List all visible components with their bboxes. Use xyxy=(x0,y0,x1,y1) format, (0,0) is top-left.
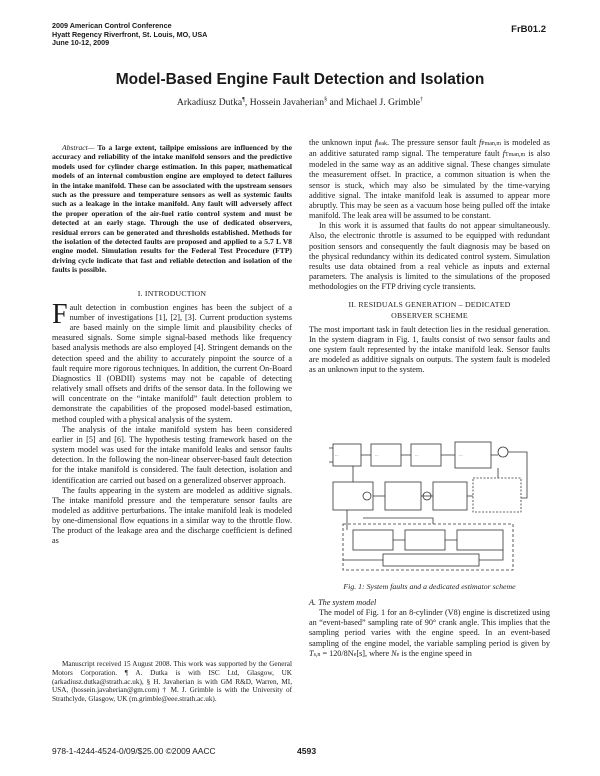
right-paragraph-3: The most important task in fault detection lies in the residual generation. In the system diagram in Fig. 1, faults consist of two sensor faults and one system fault represented by the intake manifold leak. Sensor faults are modeled as additive signals on outputs. The system fault is modeled as an unknown input to the system. xyxy=(309,324,550,375)
conference-venue: Hyatt Regency Riverfront, St. Louis, MO, USA xyxy=(52,29,208,39)
symbol-f: f xyxy=(478,138,482,147)
symbol-subscript: leak xyxy=(377,141,388,147)
author-2-mark: § xyxy=(324,97,328,103)
symbol-f: f xyxy=(374,138,378,147)
right-paragraph-2: In this work it is assumed that faults do not appear simultaneously. Also, the electronic throttle is assumed to be equipped with redundant position sensors and consequently the fault diagnosis may be based on the physical redundancy within its dedicated control system. Simulation results use data obtained from a real vehicle as inputs and external parameters. The analysis is limited to the simulations of the proposed methodologies on the FTP driving cycle transients. xyxy=(309,221,550,292)
symbol-f: f xyxy=(502,149,505,159)
author-line xyxy=(0,97,600,108)
diagram-block xyxy=(385,482,421,510)
estimator-region xyxy=(343,524,513,570)
diagram-label: ... xyxy=(415,452,419,457)
right-paragraph-1 xyxy=(309,138,550,221)
diagram-block xyxy=(383,554,479,566)
subsection-heading-system-model: A. The system model xyxy=(309,598,377,607)
intro-paragraph-2: The analysis of the intake manifold system has been considered earlier in [5] and [6]. The hypothesis testing framework based on the system model was used for the intake manifold leaks and sensor faults detection. In the following the non-linear observer-based fault detection for the intake manifold is considered. The fault detection, isolation and identification are carried out based on a generalized observer approach. xyxy=(52,424,292,485)
footnote-text: Manuscript received 15 August 2008. This work was supported by the General Motors Corporation. ¶ A. Dutka is with ISC Ltd, Glasgow, UK (arkadiusz.dutka@strath.ac.uk), § H. Javaherian is with GM R&D, Warren, MI, USA, (hossein.javaherian@gm.com) † M. J. Grimble is with the University of Strathclyde, Glasgow, UK (m.grimble@eee.strath.ac.uk). xyxy=(52,660,292,704)
intro-paragraph-3: The faults appearing in the system are modeled as additive signals. The intake manifold pressure and the temperature sensor faults are modeled as additive perturbations. The intake manifold leak is modeled by one-dimensional flow equations in a similar way to the throttle flow. The product of the leakage area and the discharge coefficient is defined as xyxy=(52,485,292,546)
right-column xyxy=(309,138,550,375)
abstract-text: To a large extent, tailpipe emissions are influenced by the accuracy and reliability of the intake manifold sensors and the predictive models used for cylinder charge estimation. In this paper, mathematical models of an internal combustion engine are employed to detect failures in the intake manifold. These can be associated with the upstream sensors such as the pressure and temperature sensors as well as systemic faults such as a leakage in the intake manifold. Any fault will adversely affect the proper operation of the air-fuel ratio control system and must be detected at an early stage. Through the use of dedicated observers, residual errors can be generated and thresholds established. Methods for the isolation of the detected faults are proposed and applied to a 5.7 L V8 engine model. Simulation results for the Federal Test Procedure (FTP) driving cycle indicate that fast and reliable detection and isolation of the faults is possible. xyxy=(52,143,292,275)
text-run: is also modeled in the same way as an additive signal. These changes simulate the measurement offset. In practice, a common situation is when the sensor is stuck, which may also be simulated by the time-varying additive signal. The intake manifold leak is assumed to appear more abruptly. This may be seen as a vacuum hose being pulled off the intake manifold. The leak area will be assumed to be constant. xyxy=(309,149,550,221)
author-3: Michael J. Grimble xyxy=(345,97,421,109)
paper-code: FrB01.2 xyxy=(511,24,546,35)
abstract-label: Abstract— xyxy=(62,143,95,152)
diagram-block xyxy=(433,482,467,510)
page-number: 4593 xyxy=(297,746,317,756)
diagram-block xyxy=(353,530,393,550)
symbol-subscript: e xyxy=(396,651,400,658)
conference-header xyxy=(52,22,207,48)
text-run: the unknown input xyxy=(309,138,375,147)
drop-cap: F xyxy=(52,298,68,330)
symbol-subscript: Tman,m xyxy=(504,152,526,159)
symbol-subscript: s,n xyxy=(313,651,321,658)
text-run: The model of Fig. 1 for an 8-cylinder (V8) engine is discretized using an “event-based” sampling rate of 90° crank angle. This implies that the sampling period varies with the engine speed. In an event-based sampling of the engine model, the variable sampling period is given by xyxy=(309,608,550,648)
summing-junction xyxy=(498,447,508,457)
abstract xyxy=(52,143,292,275)
intro-paragraph-1 xyxy=(52,298,292,425)
right-column-lower xyxy=(309,598,550,660)
figure-1-caption: Fig. 1: System faults and a dedicated estimator scheme xyxy=(343,582,516,591)
author-separator: and xyxy=(327,97,346,109)
diagram-block xyxy=(457,530,503,550)
text-run: , where xyxy=(365,648,392,658)
conference-name: 2009 American Control Conference xyxy=(52,21,172,30)
section-heading-residuals: II. RESIDUALS GENERATION – DEDICATED OBSERVER SCHEME xyxy=(348,300,511,320)
isbn-copyright: 978-1-4244-4524-0/09/$25.00 ©2009 AACC xyxy=(52,746,216,756)
diagram-label: ... xyxy=(375,452,379,457)
author-1-mark: ¶ xyxy=(242,97,245,103)
text-run: is modeled as an additive saturated ramp signal. The temperature fault xyxy=(309,138,550,159)
paper-title: Model-Based Engine Fault Detection and Isolation xyxy=(115,71,485,88)
symbol-subscript: Pman,m xyxy=(481,141,502,147)
diagram-block xyxy=(333,482,373,510)
equation-run: = 120/8N xyxy=(320,648,354,658)
symbol-N: N xyxy=(391,648,397,658)
symbol-T: T xyxy=(309,648,314,658)
diagram-label: ... xyxy=(459,452,463,457)
symbol-subscript: e xyxy=(353,651,357,658)
author-1: Arkadiusz Dutka xyxy=(176,97,243,109)
diagram-label: ... xyxy=(335,452,339,457)
author-separator: , xyxy=(244,97,250,109)
intro-text-1: ault detection in combustion engines has been the subject of a number of investigations [1], [2], [3]. Current production systems are based mainly on the simple limit and plausibility checks of measured signals. Some simple signal-based methods like frequency based analysis methods are also employed [4]. Stringent demands on the detection speed and the ability to accurately pinpoint the source of a fault require more rigorous techniques. In addition, the current On-Board Diagnostics II (OBDII) systems may not be capable of detecting relatively small offsets and drifts of the sensor data. In the following we will concentrate on the “intake manifold” fault detection problem to demonstrate the capabilities of the proposed model-based estimation, method coupled with a physical analysis of the system. xyxy=(52,302,292,424)
figure-1-system-diagram xyxy=(323,438,533,578)
section-heading-introduction: I. INTRODUCTION xyxy=(137,288,207,298)
footnote xyxy=(52,660,292,704)
equation-run: [s] xyxy=(356,648,365,658)
author-3-mark: † xyxy=(420,97,424,103)
right-paragraph-4 xyxy=(309,608,550,660)
diagram-block xyxy=(473,478,521,512)
text-run: is the engine speed in xyxy=(399,648,472,658)
text-run: . The pressure sensor fault xyxy=(387,138,479,147)
left-column xyxy=(52,143,292,547)
author-2: Hossein Javaherian xyxy=(249,97,325,109)
summing-junction xyxy=(363,492,371,500)
conference-dates: June 10-12, 2009 xyxy=(52,38,110,48)
diagram-block xyxy=(405,530,445,550)
